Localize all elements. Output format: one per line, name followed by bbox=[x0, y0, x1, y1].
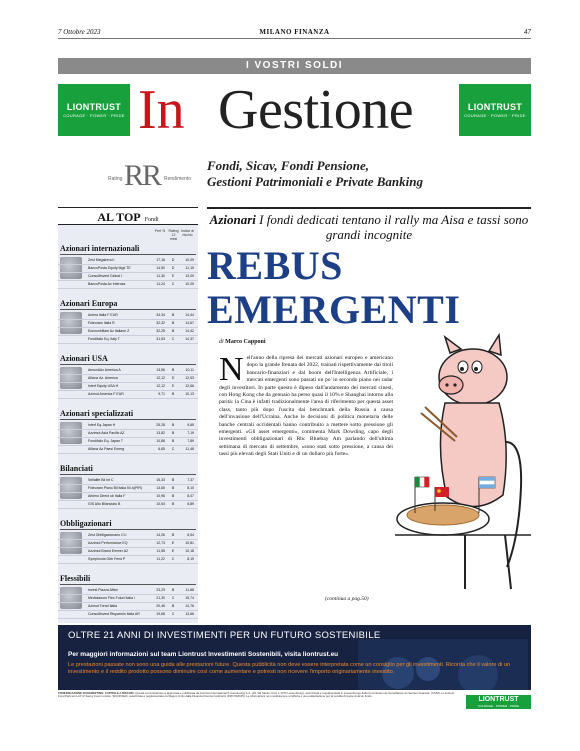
fund-risk-index: 6,54 bbox=[187, 533, 194, 537]
fund-name: Azimut Trend Italia bbox=[88, 604, 117, 608]
fund-name: Interf Eq.Japan H bbox=[88, 423, 116, 427]
disclaimer-text: Questa comunicazione è approvata e pubblicata da Liontrust International (Luxembourg) S.A. (18, Val Sainte Croix L-1370 Luxembourg), autorizzata e regolamentata in Lussemburgo dalla Commission de Surveillance du Secteur Financier (CSSF) e Liontrust Fund Partners LLP (2 Savoy Court London, WC2R 0EZ), autorizzata e regolamentata nel Regno Unito dalla Financial Conduct Authority (FRN 518165). Le informazioni non costituiscono un'offerta o una sollecitazione per la vendita di quote di alcun fondo. bbox=[58, 691, 455, 699]
fund-rating: C bbox=[171, 596, 175, 600]
fund-perf: 13,65 bbox=[156, 486, 165, 490]
fund-risk-index: 9,65 bbox=[187, 423, 194, 427]
fund-risk-index: 14,37 bbox=[185, 337, 194, 341]
table-row bbox=[58, 375, 198, 383]
section-rule bbox=[60, 474, 196, 475]
article-kicker bbox=[207, 212, 531, 242]
rating-rendimento-logo bbox=[108, 161, 200, 191]
fund-name: BancoPosta Equity Mgd TE bbox=[88, 266, 131, 270]
fund-name: Anima Italia F EUR bbox=[88, 313, 118, 317]
fund-perf: 23,29 bbox=[156, 588, 165, 592]
fund-risk-index: 7,37 bbox=[187, 478, 194, 482]
fund-risk-index: 10,09 bbox=[185, 258, 194, 262]
col-rating: Rating 12 mesi bbox=[168, 229, 179, 241]
fund-name: Fondifolio Eq. Italy T bbox=[88, 337, 120, 341]
section-rule bbox=[60, 419, 196, 420]
table-row bbox=[58, 532, 198, 540]
ad-disclaimer bbox=[58, 692, 458, 699]
fund-name: GIS Alto Bilanciato B bbox=[88, 502, 121, 506]
table-row bbox=[58, 320, 198, 328]
rr-logo-right-word: Rendimento bbox=[164, 176, 191, 182]
fund-name: Azzimut Asia Pacific AZ bbox=[88, 431, 125, 435]
fund-name: Allianz Az. America bbox=[88, 376, 118, 380]
fund-perf: 19,68 bbox=[156, 612, 165, 616]
col-index: Indice di rischio bbox=[180, 229, 195, 237]
fund-rating: E bbox=[171, 541, 175, 545]
fund-name: Arkimo Direct ob Italia F bbox=[88, 494, 126, 498]
masthead-title-accent: In bbox=[138, 79, 185, 141]
fund-name: Symphonia Obb Fend P bbox=[88, 557, 126, 561]
section-rule bbox=[60, 584, 196, 585]
fund-name: Fideuram Piano Bil Italia 50 A(PIR) bbox=[88, 486, 143, 490]
fund-rating: E bbox=[171, 274, 175, 278]
fund-rating: B bbox=[171, 321, 175, 325]
table-row bbox=[58, 485, 198, 493]
headline-line: EMERGENTI bbox=[207, 286, 461, 332]
fund-risk-index: 12,66 bbox=[185, 384, 194, 388]
fund-perf: 32,32 bbox=[156, 321, 165, 325]
fund-section bbox=[58, 573, 198, 619]
section-rows bbox=[58, 532, 198, 564]
fund-perf: 25,28 bbox=[156, 423, 165, 427]
fund-perf: 9,71 bbox=[158, 392, 165, 396]
fund-perf: 10,96 bbox=[156, 494, 165, 498]
logo-name: LIONTRUST bbox=[66, 102, 122, 112]
article-rule bbox=[207, 207, 531, 209]
fund-risk-index: 13,00 bbox=[185, 274, 194, 278]
fund-risk-index: 10,11 bbox=[185, 368, 194, 372]
fund-perf: 13,82 bbox=[156, 431, 165, 435]
fund-rating: B bbox=[171, 439, 175, 443]
fund-name: Consultinvest Global I bbox=[88, 274, 123, 278]
section-title: Azionari internazionali bbox=[60, 244, 140, 253]
fund-name: Fondifolio Eq. Japan T bbox=[88, 439, 123, 443]
byline bbox=[219, 339, 266, 345]
fund-name: Sellalife Bil Int C bbox=[88, 478, 114, 482]
continued-note: (continua a pag.50) bbox=[325, 596, 369, 602]
byline-prefix: di bbox=[219, 339, 224, 345]
fund-risk-index: 10,13 bbox=[185, 392, 194, 396]
fund-perf: 11,30 bbox=[156, 274, 165, 278]
fund-rating: E bbox=[171, 549, 175, 553]
fund-section bbox=[58, 408, 198, 454]
rr-logo-letters: RR bbox=[124, 159, 161, 192]
fund-risk-index: 6,89 bbox=[187, 502, 194, 506]
fund-name: Azimut America F EUR bbox=[88, 392, 124, 396]
table-row bbox=[58, 540, 198, 548]
fund-risk-index: 8,07 bbox=[187, 494, 194, 498]
table-row bbox=[58, 312, 198, 320]
fund-rating: B bbox=[171, 494, 175, 498]
table-row bbox=[58, 548, 198, 556]
liontrust-footer-logo bbox=[466, 695, 531, 709]
table-row bbox=[58, 336, 198, 344]
fund-rating: D bbox=[171, 376, 175, 380]
fund-rating: B bbox=[171, 478, 175, 482]
table-row bbox=[58, 603, 198, 611]
fund-name: Mediolanum Flex Futuri Italia I bbox=[88, 596, 135, 600]
fund-rating: B bbox=[171, 502, 175, 506]
section-rows bbox=[58, 477, 198, 509]
table-row bbox=[58, 446, 198, 454]
fund-risk-index: 14,76 bbox=[185, 604, 194, 608]
fund-perf: 11,22 bbox=[156, 557, 165, 561]
fund-perf: 12,12 bbox=[156, 384, 165, 388]
table-row bbox=[58, 595, 198, 603]
section-ribbon: I VOSTRI SOLDI bbox=[58, 58, 531, 74]
byline-author: Marco Capponi bbox=[225, 339, 266, 345]
fund-name: AmundiAz America A bbox=[88, 368, 121, 372]
table-row bbox=[58, 611, 198, 619]
sidebar-title bbox=[58, 207, 198, 225]
drop-cap: N bbox=[219, 351, 244, 388]
table-row bbox=[58, 493, 198, 501]
section-title: Flessibili bbox=[60, 574, 91, 583]
fund-risk-index: 12,53 bbox=[185, 376, 194, 380]
article-body bbox=[219, 351, 393, 459]
ad-subtitle: Per maggiori informazioni sul team Liontrust Investimenti Sostenibili, visita liontrust.eu bbox=[68, 651, 339, 658]
publication-name: MILANO FINANZA bbox=[259, 28, 330, 36]
fund-name: Consultinvest Risparmio Italia AR bbox=[88, 612, 140, 616]
fund-perf: 10,63 bbox=[156, 502, 165, 506]
fund-perf: 15,33 bbox=[156, 478, 165, 482]
subtitle-line: Gestioni Patrimoniali e Private Banking bbox=[207, 174, 423, 189]
liontrust-logo-left bbox=[58, 84, 130, 136]
kicker-category: Azionari bbox=[209, 211, 256, 227]
fund-rating: C bbox=[171, 282, 175, 286]
issue-date: 7 Ottobre 2023 bbox=[58, 28, 101, 36]
fund-risk-index: 7,19 bbox=[187, 431, 194, 435]
fund-risk-index: 10,18 bbox=[185, 549, 194, 553]
fund-name: Eurizonbillam Az Italiane Z bbox=[88, 329, 130, 333]
table-row bbox=[58, 383, 198, 391]
fund-rating: B bbox=[171, 431, 175, 435]
fund-risk-index: 10,81 bbox=[185, 541, 194, 545]
fund-rating: D bbox=[171, 258, 175, 262]
fund-rating: B bbox=[171, 533, 175, 537]
fund-name: Invest Piazza Affari bbox=[88, 588, 118, 592]
fund-risk-index: 11,15 bbox=[185, 266, 194, 270]
section-rows bbox=[58, 312, 198, 344]
table-row bbox=[58, 391, 198, 399]
section-rule bbox=[60, 529, 196, 530]
piggy-bank-illustration bbox=[395, 327, 531, 597]
article-body-text: ell'anno della ripresa dei mercati azionari europeo e americano dopo la grande frenata del 2022, trainati rispettivamente dai titoli bancario-finanziari e dal boom dell'Intelligenza Artificiale, i mercati emergenti sono passati un po' in secondo piano nei radar degli investitori. In parte questo è dipeso dall'andamento dei mercati cinesi, con Hong Kong che da gennaio ha perso quasi il 10% e Shanghai intorno alla parità: la Cina è infatti tradizionalmente l'area di riferimento per questa asset class, tanto più dopo l'uscita dai benchmark della Russia a causa dell'invasione dell'Ucraina. Anche le decisioni di politica monetaria delle banche centrali occidentali hanno contribuito a mettere sotto pressione gli emergenti. «Gli asset emergenti», commenta Mark Dowding, capo degli investimenti obbligazionari di Rbc Bluebay Am parlando dell'ultima settimana di mercato di settembre, «sono stati sotto pressione, a causa dei tassi più elevati degli Stati Uniti e di un dollaro più forte». bbox=[219, 355, 393, 458]
section-title: Azionari USA bbox=[60, 354, 108, 363]
headline-line: REBUS bbox=[207, 242, 343, 288]
masthead-subtitle bbox=[207, 158, 531, 190]
al-top-sidebar bbox=[58, 207, 198, 623]
fund-perf: 14,26 bbox=[156, 533, 165, 537]
fund-risk-index: 13,66 bbox=[185, 612, 194, 616]
fund-perf: 20,46 bbox=[156, 604, 165, 608]
section-rows bbox=[58, 422, 198, 454]
logo-name: LIONTRUST bbox=[467, 102, 523, 112]
fund-rating: C bbox=[171, 337, 175, 341]
fund-rating: D bbox=[171, 266, 175, 270]
table-row bbox=[58, 477, 198, 485]
section-rows bbox=[58, 257, 198, 289]
fund-name: BancoPosta Az Internaz bbox=[88, 282, 126, 286]
footer-logo-name: LIONTRUST bbox=[478, 696, 519, 703]
fund-name: Allianz Az Paesi Emerg bbox=[88, 447, 125, 451]
rr-logo-left-word: Rating bbox=[108, 176, 123, 182]
column-headers bbox=[58, 227, 198, 241]
fund-perf: 12,12 bbox=[156, 376, 165, 380]
table-row bbox=[58, 556, 198, 564]
fund-rating: B bbox=[171, 368, 175, 372]
fund-risk-index: 14,42 bbox=[185, 329, 194, 333]
logo-tagline: COURAGE · POWER · PRIDE bbox=[63, 113, 125, 118]
fund-perf: 34,34 bbox=[156, 313, 165, 317]
table-row bbox=[58, 367, 198, 375]
fund-rating: B bbox=[171, 313, 175, 317]
table-row bbox=[58, 587, 198, 595]
subtitle-line: Fondi, Sicav, Fondi Pensione, bbox=[207, 158, 370, 173]
page-number: 47 bbox=[524, 28, 531, 36]
table-row bbox=[58, 328, 198, 336]
fund-rating: B bbox=[171, 423, 175, 427]
disclaimer-lead: COMUNICAZIONE DI MARKETING: CAPITALE A RISCHIO. bbox=[58, 691, 135, 695]
fund-name: Azzimut Performance EQ bbox=[88, 541, 128, 545]
fund-rating: C bbox=[171, 612, 175, 616]
fund-section bbox=[58, 518, 198, 564]
section-title: Azionari specializzati bbox=[60, 409, 134, 418]
fund-name: Azzimut Brand Emmer A2 bbox=[88, 549, 129, 553]
section-rule bbox=[60, 364, 196, 365]
section-rule bbox=[60, 309, 196, 310]
kicker-text: I fondi dedicati tentano il rally ma Aisa e tassi sono grandi incognite bbox=[259, 211, 529, 242]
logo-tagline: COURAGE · POWER · PRIDE bbox=[464, 113, 526, 118]
sidebar-title-main: AL TOP bbox=[97, 210, 141, 224]
fund-risk-index: 10,05 bbox=[185, 282, 194, 286]
section-rows bbox=[58, 587, 198, 619]
fund-risk-index: 11,48 bbox=[185, 447, 194, 451]
fund-rating: B bbox=[171, 604, 175, 608]
table-row bbox=[58, 501, 198, 509]
fund-risk-index: 14,67 bbox=[185, 321, 194, 325]
fund-rating: B bbox=[171, 329, 175, 333]
fund-perf: 6,65 bbox=[158, 447, 165, 451]
fund-name: Interf Equity USA H bbox=[88, 384, 119, 388]
liontrust-advertisement bbox=[58, 625, 531, 690]
fund-name: Fideuram Italia R bbox=[88, 321, 115, 325]
article bbox=[207, 207, 531, 602]
masthead-title-main: Gestione bbox=[218, 79, 414, 141]
fund-rating: C bbox=[171, 557, 175, 561]
fund-rating: B bbox=[171, 392, 175, 396]
col-perf: Perf % bbox=[154, 229, 166, 233]
fund-rating: B bbox=[171, 588, 175, 592]
fund-perf: 17,18 bbox=[156, 258, 165, 262]
fund-perf: 14,50 bbox=[156, 266, 165, 270]
section-title: Bilanciati bbox=[60, 464, 93, 473]
sidebar-title-sub: Fondi bbox=[144, 217, 159, 223]
table-row bbox=[58, 430, 198, 438]
fund-section bbox=[58, 298, 198, 344]
fund-rating: B bbox=[171, 486, 175, 490]
fund-perf: 13,56 bbox=[156, 368, 165, 372]
table-row bbox=[58, 438, 198, 446]
fund-rating: C bbox=[171, 447, 175, 451]
footer-logo-tagline: COURAGE · POWER · PRIDE bbox=[477, 704, 519, 708]
liontrust-logo-right bbox=[459, 84, 531, 136]
section-title: Obbligazionari bbox=[60, 519, 112, 528]
table-row bbox=[58, 257, 198, 265]
section-rule bbox=[60, 254, 196, 255]
fund-section bbox=[58, 463, 198, 509]
table-row bbox=[58, 265, 198, 273]
table-row bbox=[58, 422, 198, 430]
fund-perf: 21,30 bbox=[156, 596, 165, 600]
fund-perf: 11,55 bbox=[156, 549, 165, 553]
table-row bbox=[58, 281, 198, 289]
ad-body: Le prestazioni passate non sono una guida alle prestazioni future. Questa pubblicità non deve essere interpretata come un consiglio per gli investimenti. Ricorda che il valore di un investimento e il reddito prodotto possono diminuire così come aumentare e potresti non ricevere l'importo originariamente investito. bbox=[68, 662, 511, 675]
header-rule bbox=[58, 38, 531, 39]
table-row bbox=[58, 273, 198, 281]
fund-section bbox=[58, 353, 198, 399]
fund-name: Zest Megatrend I bbox=[88, 258, 115, 262]
masthead bbox=[58, 78, 531, 144]
section-rows bbox=[58, 367, 198, 399]
fund-risk-index: 8,10 bbox=[187, 486, 194, 490]
fund-section bbox=[58, 243, 198, 289]
article-headline bbox=[207, 244, 531, 332]
fund-rating: E bbox=[171, 384, 175, 388]
fund-perf: 32,25 bbox=[156, 329, 165, 333]
ad-title: OLTRE 21 ANNI DI INVESTIMENTI PER UN FUTURO SOSTENIBILE bbox=[68, 630, 381, 641]
fund-perf: 10,88 bbox=[156, 439, 165, 443]
fund-name: Zest Obbligazionario CI.I bbox=[88, 533, 127, 537]
fund-perf: 31,53 bbox=[156, 337, 165, 341]
fund-risk-index: 15,74 bbox=[185, 596, 194, 600]
fund-risk-index: 11,88 bbox=[185, 588, 194, 592]
fund-perf: 12,73 bbox=[156, 541, 165, 545]
fund-risk-index: 8,19 bbox=[187, 557, 194, 561]
fund-risk-index: 14,44 bbox=[185, 313, 194, 317]
fund-risk-index: 7,89 bbox=[187, 439, 194, 443]
section-title: Azionari Europa bbox=[60, 299, 118, 308]
fund-perf: 11,24 bbox=[156, 282, 165, 286]
